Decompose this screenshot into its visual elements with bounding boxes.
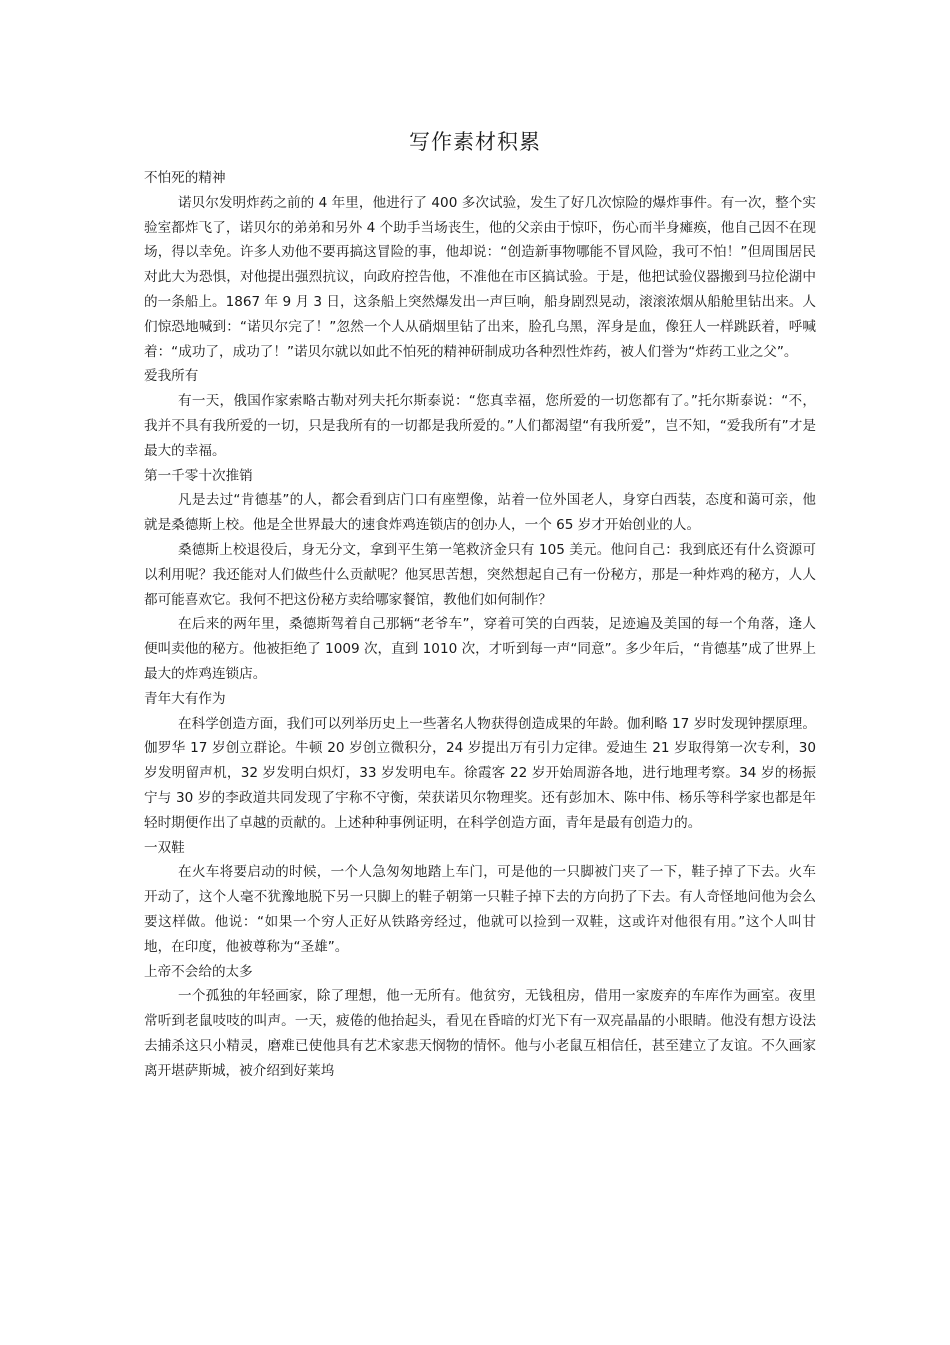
section-heading: 不怕死的精神 [144,170,226,186]
section-paragraph: 诺贝尔发明炸药之前的 4 年里，他进行了 400 多次试验，发生了好几次惊险的爆炸事件。有一次，整个实验室都炸飞了，诺贝尔的弟弟和另外 4 个助手当场丧生，他的父亲由于惊吓，伤心而半身瘫痪，他自己因不在现场，得以幸免。许多人劝他不要再搞这冒险的事，他却说：“创造新事物哪能不冒风险，我可不怕！”但周围居民对此大为恐惧，对他提出强烈抗议，向政府控告他，不准他在市区搞试验。于是，他把试验仪器搬到马拉伦湖中的一条船上。1867 年 9 月 3 日，这条船上突然爆发出一声巨响，船身剧烈晃动，滚滚浓烟从船舱里钻出来。人们惊恐地喊到：“诺贝尔完了！”忽然一个人从硝烟里钻了出来，脸孔乌黑，浑身是血，像狂人一样跳跃着，呼喊着：“成功了，成功了！”诺贝尔就以如此不怕死的精神研制成功各种烈性炸药，被人们誉为“炸药工业之父”。 [144,194,816,360]
section-paragraph: 凡是去过“肯德基”的人，都会看到店门口有座塑像，站着一位外国老人，身穿白西装，态度和蔼可亲，他就是桑德斯上校。他是全世界最大的速食炸鸡连锁店的创办人，一个 65 岁才开始创业的人。 [144,492,816,534]
section-paragraph: 桑德斯上校退役后，身无分文，拿到平生第一笔救济金只有 105 美元。他问自己：我到底还有什么资源可以利用呢？我还能对人们做些什么贡献呢？他冥思苦想，突然想起自己有一份秘方，那是一种炸鸡的秘方，人人都可能喜欢它。我何不把这份秘方卖给哪家餐馆，教他们如何制作？ [144,541,816,608]
section-paragraph: 一个孤独的年轻画家，除了理想，他一无所有。他贫穷，无钱租房，借用一家废弃的车库作为画室。夜里常听到老鼠吱吱的叫声。一天，疲倦的他抬起头，看见在昏暗的灯光下有一双亮晶晶的小眼睛。他没有想方设法去捕杀这只小精灵，磨难已使他具有艺术家悲天悯物的情怀。他与小老鼠互相信任，甚至建立了友谊。不久画家离开堪萨斯城，被介绍到好莱坞 [144,988,816,1079]
section-heading: 第一千零十次推销 [144,467,253,484]
section-heading: 青年大有作为 [144,690,226,707]
section-heading: 爱我所有 [144,368,199,385]
document-body [144,166,816,1083]
section-paragraph: 有一天，俄国作家索略古勒对列夫托尔斯泰说：“您真幸福，您所爱的一切您都有了。”托尔斯泰说：“不，我并不具有我所爱的一切，只是我所有的一切都是我所爱的。”人们都渴望“有我所爱”，岂不知，“爱我所有”才是最大的幸福。 [144,393,816,459]
section-heading: 一双鞋 [144,839,185,856]
section-paragraph: 在后来的两年里，桑德斯驾着自己那辆“老爷车”，穿着可笑的白西装，足迹遍及美国的每一个角落，逢人便叫卖他的秘方。他被拒绝了 1009 次，直到 1010 次，才听到每一声“同意”。多少年后，“肯德基”成了世界上最大的炸鸡连锁店。 [144,616,816,682]
section-paragraph: 在火车将要启动的时候，一个人急匆匆地踏上车门，可是他的一只脚被门夹了一下，鞋子掉了下去。火车开动了，这个人毫不犹豫地脱下另一只脚上的鞋子朝第一只鞋子掉下去的方向扔了下去。有人奇怪地问他为会么要这样做。他说：“如果一个穷人正好从铁路旁经过，他就可以捡到一双鞋，这或许对他很有用。”这个人叫甘地，在印度，他被尊称为“圣雄”。 [144,864,816,955]
section-paragraph: 在科学创造方面，我们可以列举历史上一些著名人物获得创造成果的年龄。伽利略 17 岁时发现钟摆原理。伽罗华 17 岁创立群论。牛顿 20 岁创立微积分，24 岁提出万有引力定律。爱迪生 21 岁取得第一次专利，30 岁发明留声机，32 岁发明白炽灯，33 岁发明电车。徐霞客 22 岁开始周游各地，进行地理考察。34 岁的杨振宁与 30 岁的李政道共同发现了宇称不守衡，荣获诺贝尔物理奖。还有彭加木、陈中伟、杨乐等科学家也都是年轻时期便作出了卓越的贡献的。上述种种事例证明，在科学创造方面，青年是最有创造力的。 [144,715,816,831]
document-title: 写作素材积累 [409,130,541,154]
section-heading: 上帝不会给的太多 [144,963,253,980]
